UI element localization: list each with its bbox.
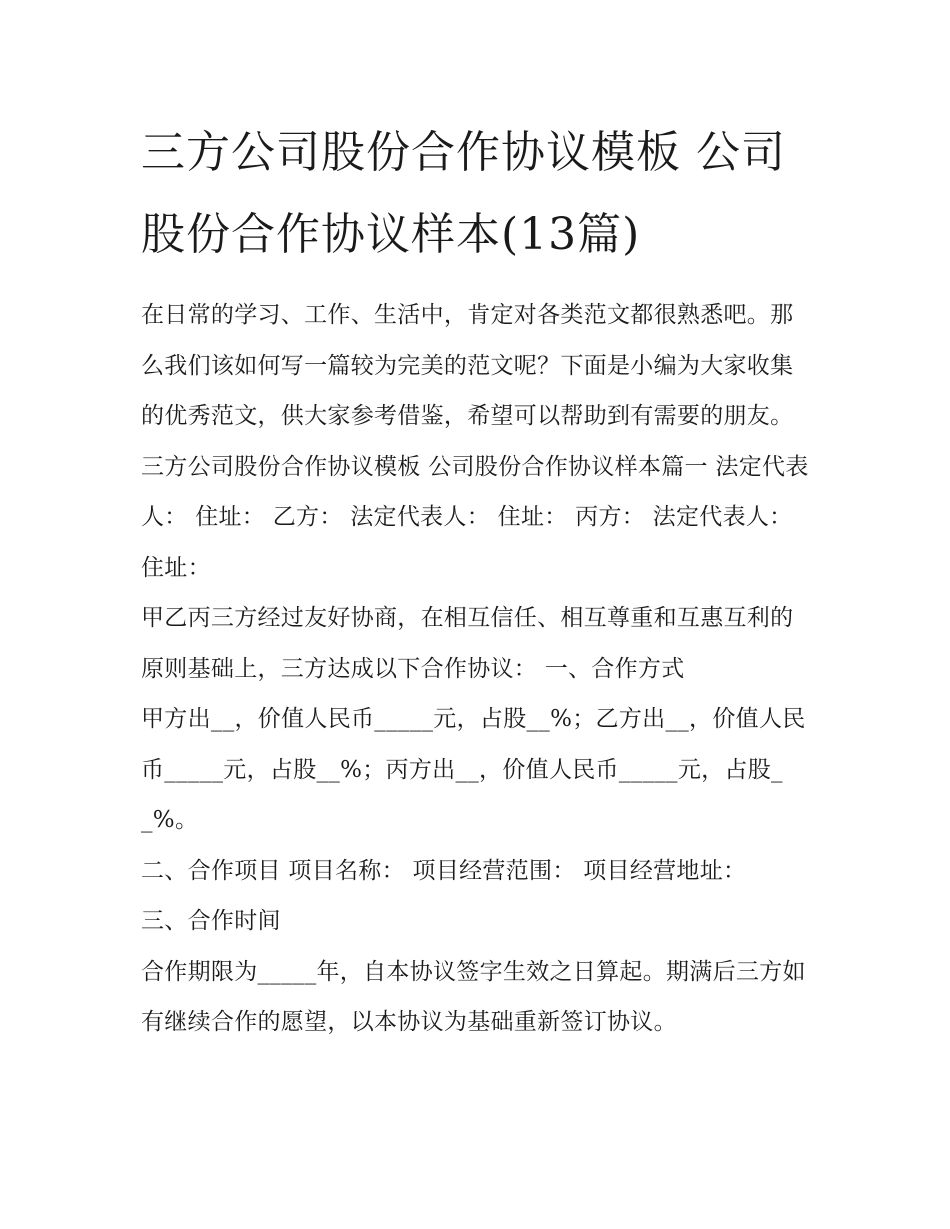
term-section-heading: 三、合作时间 — [141, 908, 281, 934]
intro-paragraph: 在日常的学习、工作、生活中，肯定对各类范文都很熟悉吧。那么我们该如何写一篇较为完美的范文呢？下面是小编为大家收集的优秀范文，供大家参考借鉴，希望可以帮助到有需要的朋友。 — [141, 302, 794, 429]
investment-terms-paragraph: 甲方出__，价值人民币_____元，占股__%；乙方出__，价值人民币_____元，占股__%；丙方出__，价值人民币_____元，占股__%。 — [141, 706, 806, 833]
document-body — [141, 112, 813, 1048]
parties-paragraph: 三方公司股份合作协议模板 公司股份合作协议样本篇一 法定代表人： 住址： 乙方： 法定代表人： 住址： 丙方： 法定代表人： 住址： — [141, 453, 809, 581]
document-title: 三方公司股份合作协议模板 公司股份合作协议样本(13篇) — [141, 127, 786, 260]
agreement-preamble-paragraph: 甲乙丙三方经过友好协商，在相互信任、相互尊重和互惠互利的原则基础上，三方达成以下合作协议： 一、合作方式 — [141, 605, 794, 682]
term-details-paragraph: 合作期限为_____年，自本协议签字生效之日算起。期满后三方如有继续合作的愿望，以本协议为基础重新签订协议。 — [141, 958, 806, 1035]
project-section-paragraph: 二、合作项目 项目名称： 项目经营范围： 项目经营地址： — [141, 857, 747, 884]
